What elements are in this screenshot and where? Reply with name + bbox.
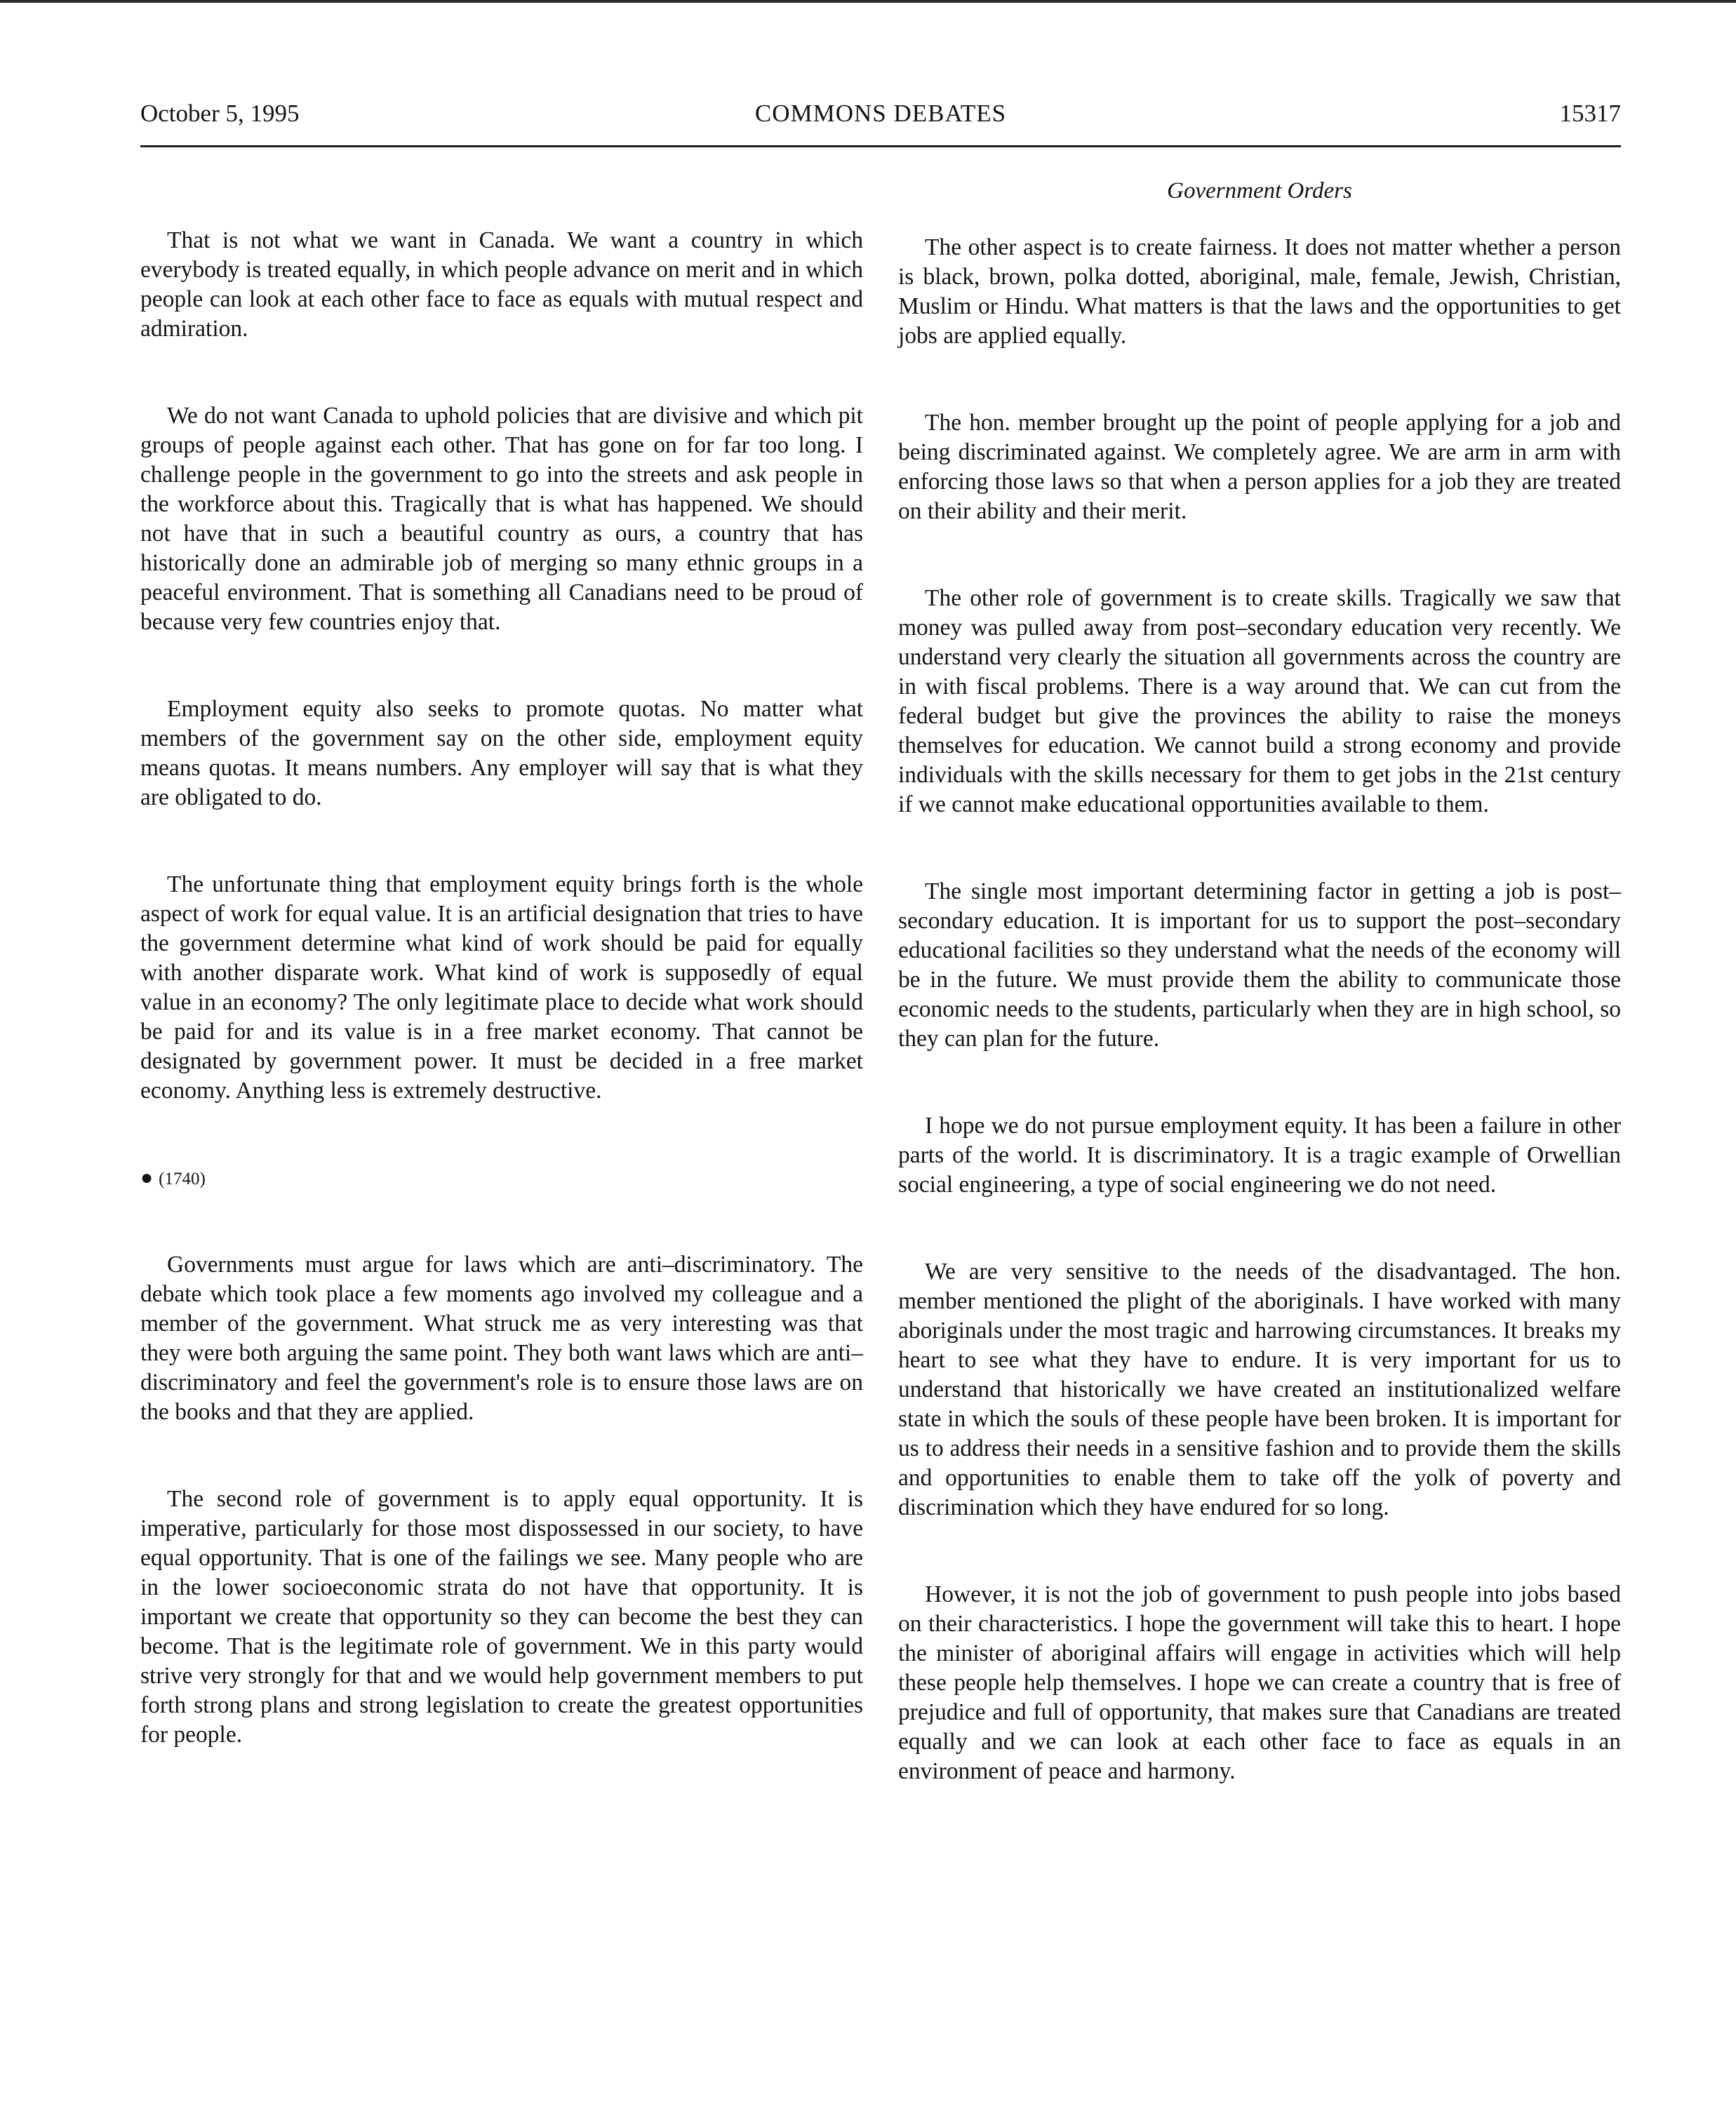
header-date: October 5, 1995: [140, 100, 300, 127]
header-title: COMMONS DEBATES: [754, 100, 1007, 127]
section-label: Government Orders: [1167, 178, 1352, 203]
paragraph: I hope we do not pursue employment equity. It has been a failure in other parts of the world. It is discriminatory. It is a tragic example of Orwellian social engineering, a type of social engineering we do not need.: [898, 1113, 1621, 1198]
page-header: [140, 100, 1621, 142]
time-marker: [140, 1163, 863, 1194]
page-number: 15317: [1559, 100, 1621, 127]
paragraph: The unfortunate thing that employment equity brings forth is the whole aspect of work for equal value. It is an artificial designation that tries to have the government determine what kind of work should be paid for equally with another disparate work. What kind of work is supposedly of equal value in an economy? The only legitimate place to decide what work should be paid for and its value is in a free market economy. That cannot be designated by government power. It must be decided in a free market economy. Anything less is extremely destructive.: [140, 871, 863, 1104]
paragraph: Governments must argue for laws which are anti–discriminatory. The debate which took place a few moments ago involved my colleague and a member of the government. What struck me as very interesting was that they were both arguing the same point. They both want laws which are anti–discriminatory and feel the government's role is to ensure those laws are on the books and that they are applied.: [140, 1252, 863, 1425]
paragraph: We do not want Canada to uphold policies that are divisive and which pit groups of people against each other. That has gone on for far too long. I challenge people in the government to go into the streets and ask people in the workforce about this. Tragically that is what has happened. We should not have that in such a beautiful country as ours, a country that has historically done an admirable job of merging so many ethnic groups in a peaceful environment. That is something all Canadians need to be proud of because very few countries enjoy that.: [140, 403, 863, 635]
paragraph: The second role of government is to apply equal opportunity. It is imperative, particularly for those most dispossessed in our society, to have equal opportunity. That is one of the failings we see. Many people who are in the lower socioeconomic strata do not have that opportunity. It is important we create that opportunity so they can become the best they can become. That is the legitimate role of government. We in this party would strive very strongly for that and we would help government members to put forth strong plans and strong legislation to create the greatest opportunities for people.: [140, 1486, 863, 1748]
paragraph: The other aspect is to create fairness. It does not matter whether a person is black, brown, polka dotted, aboriginal, male, female, Jewish, Christian, Muslim or Hindu. What matters is that the laws and the opportunities to get jobs are applied equally.: [898, 234, 1621, 349]
right-column: [898, 233, 1621, 1786]
paragraph: The hon. member brought up the point of people applying for a job and being discriminated against. We completely agree. We are arm in arm with enforcing those laws so that when a person applies for a job they are treated on their ability and their merit.: [898, 410, 1621, 524]
scan-edge: [0, 0, 1736, 3]
paragraph: Employment equity also seeks to promote quotas. No matter what members of the government say on the other side, employment equity means quotas. It means numbers. Any employer will say that is what they are obligated to do.: [140, 696, 863, 810]
paragraph: The single most important determining factor in getting a job is post–secondary education. It is important for us to support the post–secondary educational facilities so they understand what the needs of the economy will be in the future. We must provide them the ability to communicate those economic needs to the students, particularly when they are in high school, so they can plan for the future.: [898, 878, 1621, 1052]
bullet-icon: ●: [140, 1166, 154, 1189]
paragraph: The other role of government is to create skills. Tragically we saw that money was pulled away from post–secondary education very recently. We understand very clearly the situation all governments across the country are in with fiscal problems. There is a way around that. We can cut from the federal budget but give the provinces the ability to raise the moneys themselves for education. We cannot build a strong economy and provide individuals with the skills necessary for them to get jobs in the 21st century if we cannot make educational opportunities available to them.: [898, 585, 1621, 817]
left-column: [140, 226, 863, 1750]
time-marker-text: (1740): [159, 1170, 206, 1188]
paragraph: We are very sensitive to the needs of the disadvantaged. The hon. member mentioned the plight of the aboriginals. I have worked with many aboriginals under the most tragic and harrowing circumstances. It breaks my heart to see what they have to endure. It is very important for us to understand that historically we have created an institutionalized welfare state in which the souls of these people have been broken. It is important for us to address their needs in a sensitive fashion and to provide them the skills and opportunities to enable them to take off the yolk of poverty and discrimination which they have endured for so long.: [898, 1259, 1621, 1520]
paragraph: That is not what we want in Canada. We want a country in which everybody is treated equally, in which people advance on merit and in which people can look at each other face to face as equals with mutual respect and admiration.: [140, 227, 863, 342]
header-rule: [140, 145, 1621, 147]
paragraph: However, it is not the job of government to push people into jobs based on their characteristics. I hope the government will take this to heart. I hope the minister of aboriginal affairs will engage in activities which will help these people help themselves. I hope we can create a country that is free of prejudice and full of opportunity, that makes sure that Canadians are treated equally and we can look at each other face to face as equals in an environment of peace and harmony.: [898, 1581, 1621, 1784]
